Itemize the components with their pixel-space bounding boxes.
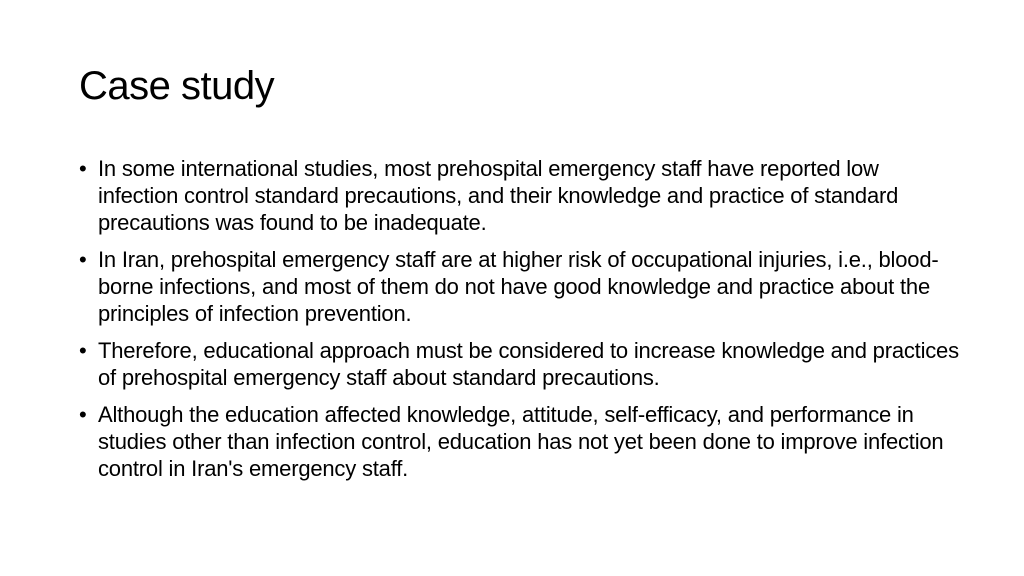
- bullet-item: [79, 246, 959, 327]
- bullet-dot-icon: •: [79, 338, 87, 363]
- slide-title: Case study: [79, 64, 275, 108]
- bullet-item: [79, 401, 959, 482]
- bullet-dot-icon: •: [79, 247, 87, 272]
- bullet-text: Therefore, educational approach must be considered to increase knowledge and practices of prehospital emergency staff about standard precautions.: [98, 338, 959, 390]
- bullet-dot-icon: •: [79, 156, 87, 181]
- bullet-text: In some international studies, most prehospital emergency staff have reported low infection control standard precautions, and their knowledge and practice of standard precautions was found to be inadequate.: [98, 156, 899, 235]
- bullet-text: Although the education affected knowledge, attitude, self-efficacy, and performance in studies other than infection control, education has not yet been done to improve infection control in Iran's emergency staff.: [98, 402, 944, 481]
- bullet-list: [79, 155, 959, 492]
- bullet-item: [79, 155, 959, 236]
- bullet-item: [79, 337, 959, 391]
- bullet-dot-icon: •: [79, 402, 87, 427]
- bullet-text: In Iran, prehospital emergency staff are at higher risk of occupational injuries, i.e., blood-borne infections, and most of them do not have good knowledge and practice about the principles of infection prevention.: [98, 247, 939, 326]
